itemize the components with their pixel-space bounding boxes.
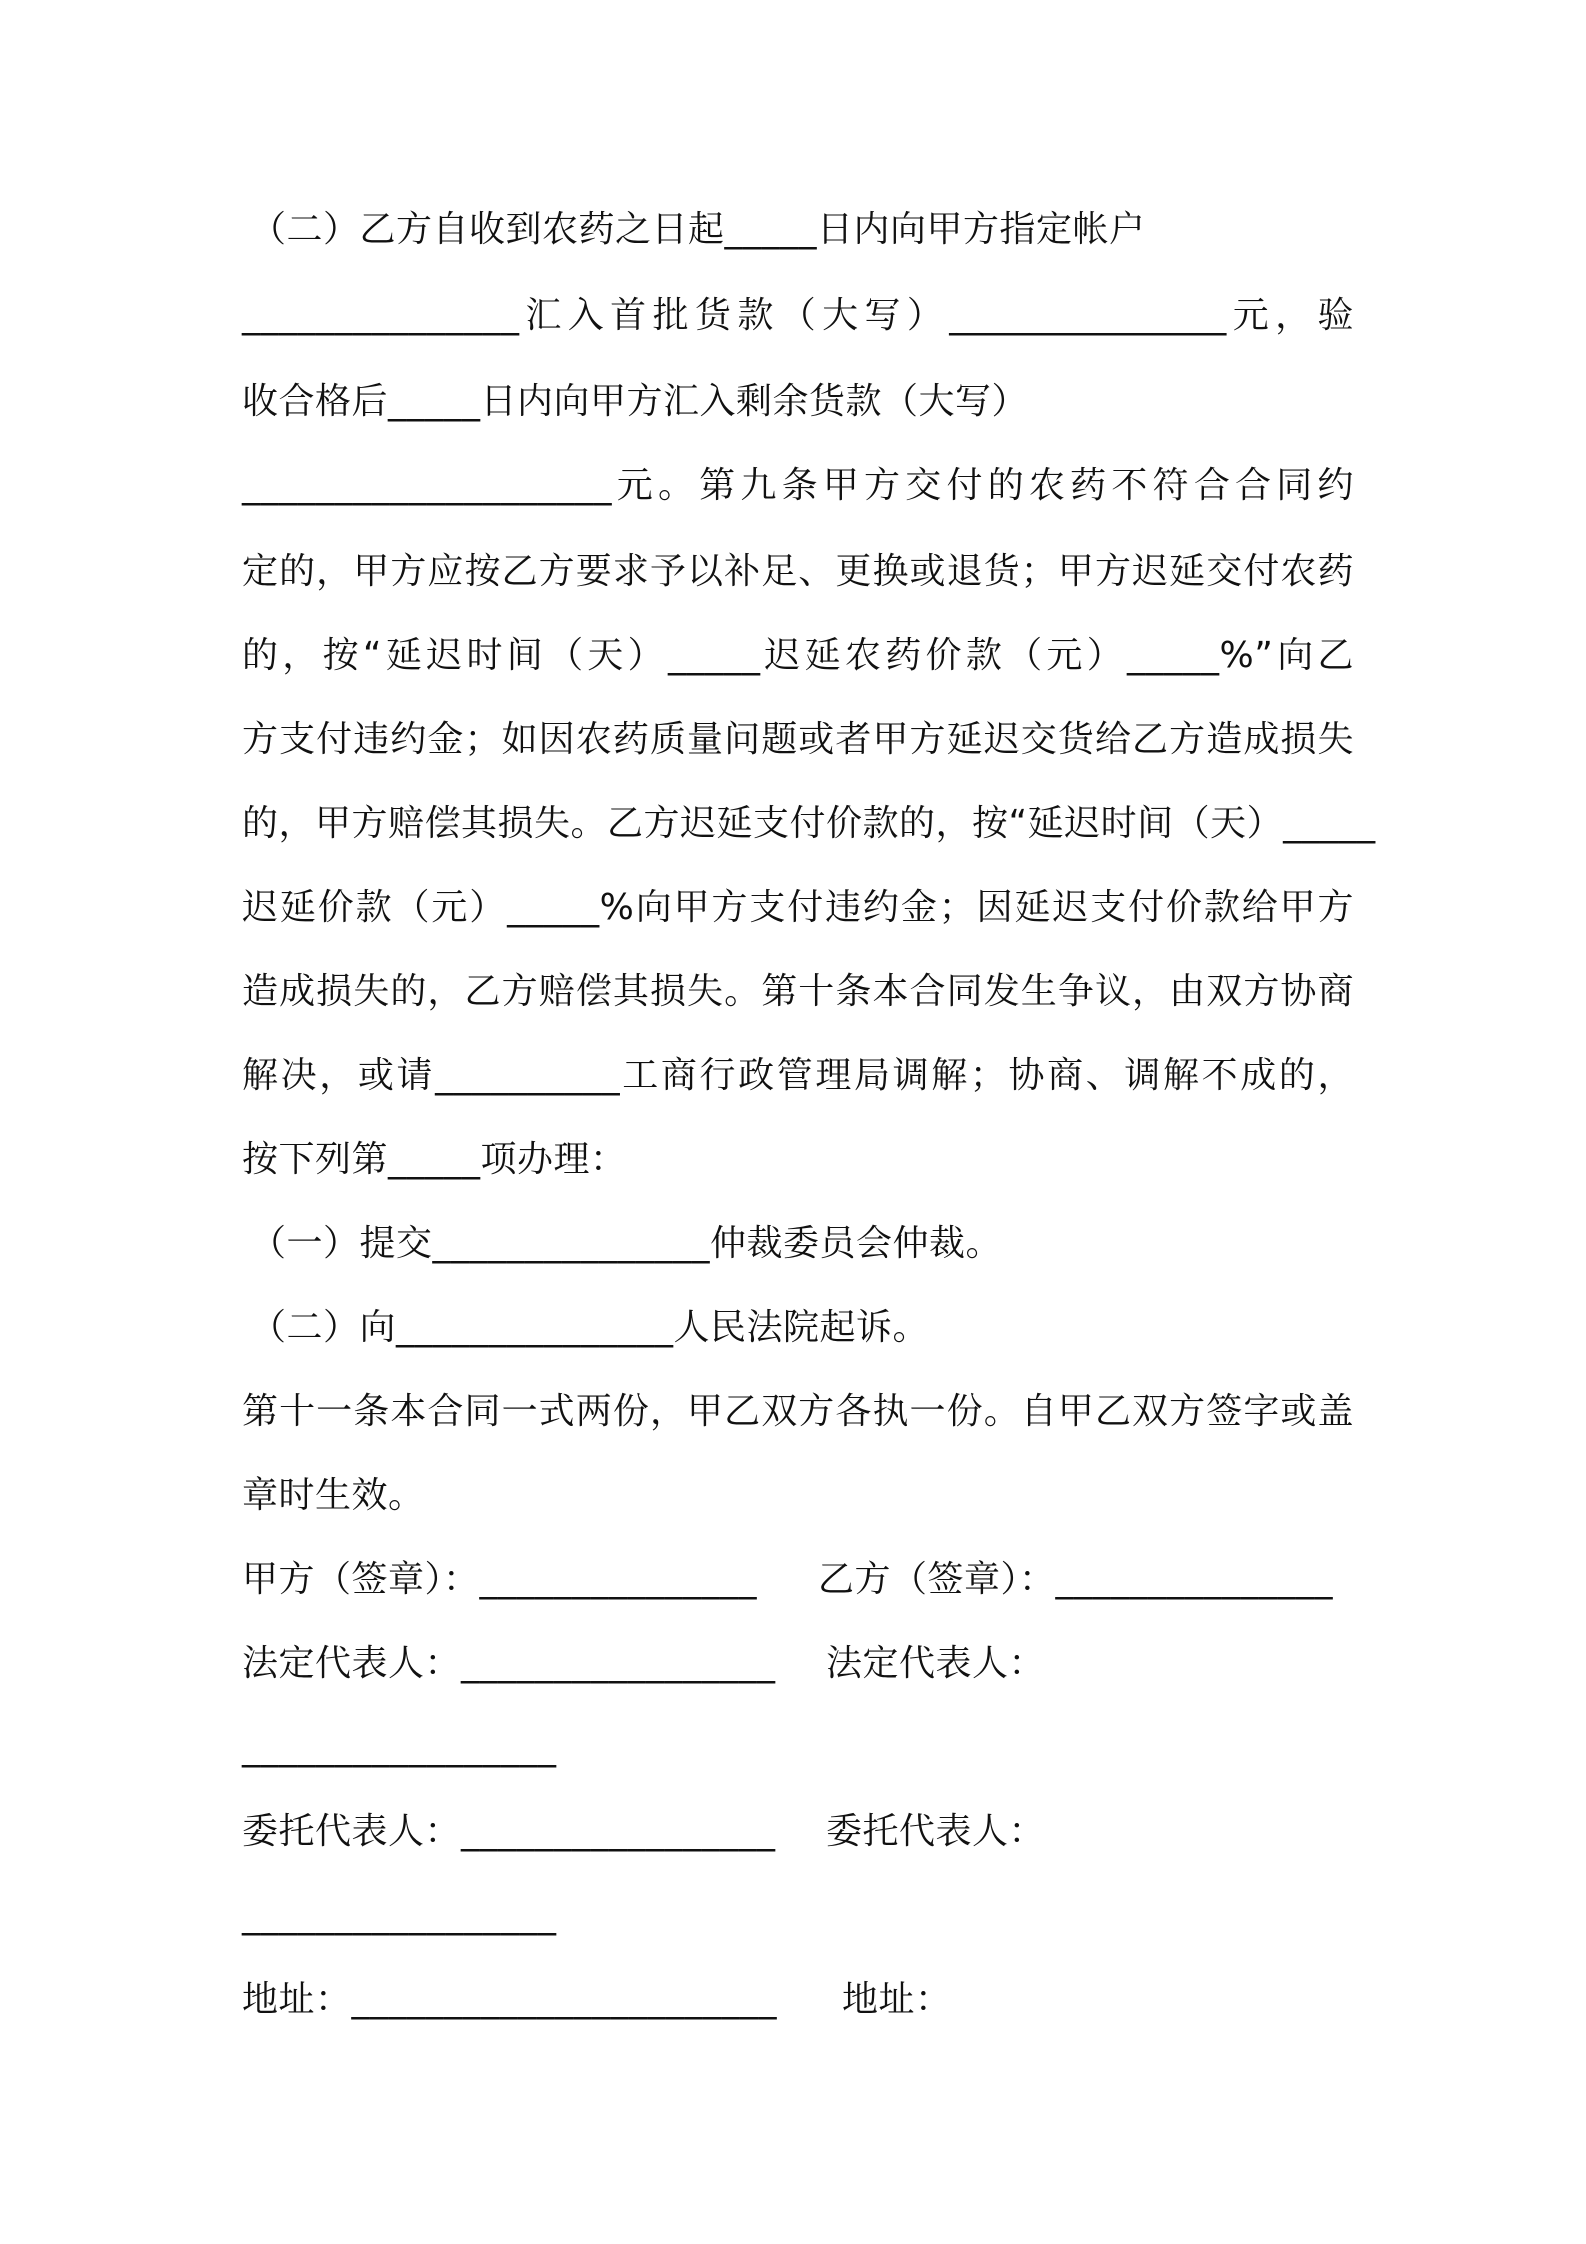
agent-b: 委托代表人： [826,1811,1046,1852]
clause-eleven-line-2: 章时生效。 [242,1475,425,1516]
clause-nine-line-4: 方支付违约金；如因农药质量问题或者甲方延迟交货给乙方造成损失 [242,719,1354,760]
party-a-seal: 甲方（签章）：_______________ [242,1559,758,1600]
clause-nine-line-6: 迟延价款（元）_____%向甲方支付违约金；因延迟支付价款给甲方 [242,887,1354,928]
clause-payment-line-1: （二）乙方自收到农药之日起_____日内向甲方指定帐户 [250,209,1146,250]
clause-payment-line-2: _______________汇入首批货款（大写）_______________元，验 [242,295,1354,336]
clause-eleven-line-1: 第十一条本合同一式两份，甲乙双方各执一份。自甲乙双方签字或盖 [242,1391,1354,1432]
legal-rep-b-blank: _________________ [242,1727,557,1768]
address-a: 地址：_______________________ [242,1979,778,2020]
arbitration-option: （一）提交_______________仲裁委员会仲裁。 [250,1223,1003,1264]
address-b: 地址： [842,1979,952,2020]
clause-nine-line-1: ____________________元。第九条甲方交付的农药不符合合同约 [242,465,1354,506]
agent-b-blank: _________________ [242,1895,557,1936]
party-b-seal: 乙方（签章）：_______________ [818,1559,1334,1600]
clause-ten-line-1: 造成损失的，乙方赔偿其损失。第十条本合同发生争议，由双方协商 [242,971,1354,1012]
clause-ten-line-2: 解决，或请__________工商行政管理局调解；协商、调解不成的， [242,1055,1354,1096]
clause-ten-line-3: 按下列第_____项办理： [242,1139,627,1180]
legal-rep-b: 法定代表人： [826,1643,1046,1684]
court-option: （二）向_______________人民法院起诉。 [250,1307,930,1348]
legal-rep-a: 法定代表人：_________________ [242,1643,776,1684]
agent-a: 委托代表人：_________________ [242,1811,776,1852]
clause-nine-line-3: 的，按“延迟时间（天）_____迟延农药价款（元）_____%”向乙 [242,635,1354,676]
clause-nine-line-5: 的，甲方赔偿其损失。乙方迟延支付价款的，按“延迟时间（天）_____ [242,803,1376,844]
clause-payment-line-3: 收合格后_____日内向甲方汇入剩余货款（大写） [242,381,1029,422]
clause-nine-line-2: 定的，甲方应按乙方要求予以补足、更换或退货；甲方迟延交付农药 [242,551,1354,592]
